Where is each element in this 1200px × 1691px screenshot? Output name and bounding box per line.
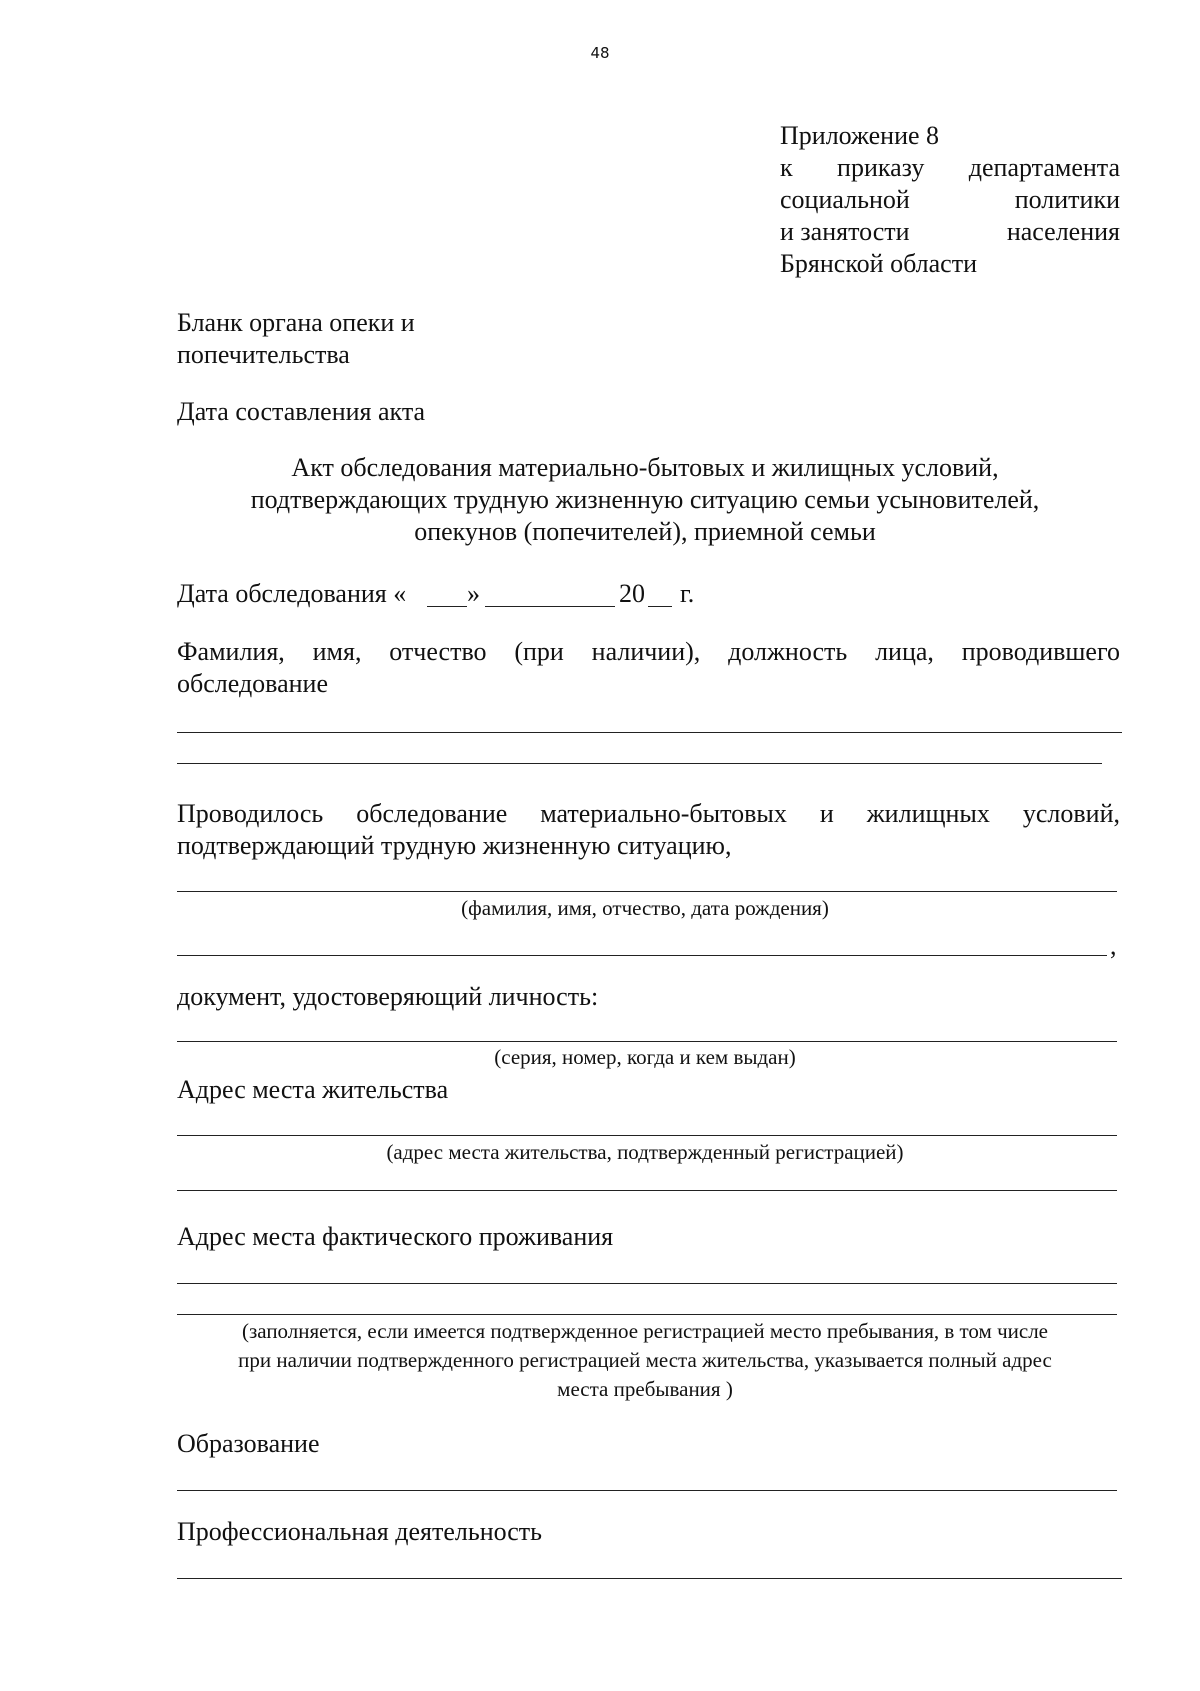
blank-label-line2: попечительства — [177, 340, 350, 369]
person-field-1[interactable] — [177, 891, 1117, 892]
education-label: Образование — [177, 1429, 320, 1458]
actual-residence-caption-line1: (заполняется, если имеется подтвержденное регистрацией место пребывания, в том числе — [241, 1319, 1048, 1343]
appendix-block — [780, 120, 1120, 280]
page-number: 48 — [590, 44, 610, 62]
identity-doc-field[interactable] — [177, 1041, 1117, 1042]
appendix-title: Приложение 8 — [780, 121, 940, 150]
conducted-line1: Проводилось обследование материально-бытовых и жилищных условий, — [177, 799, 1120, 828]
actual-residence-caption-line2: при наличии подтвержденного регистрацией места жительства, указывается полный адрес — [238, 1348, 1052, 1372]
actual-residence-field-1[interactable] — [177, 1283, 1117, 1284]
inspector-field-1[interactable] — [177, 732, 1122, 733]
blank-label-line1: Бланк органа опеки и — [177, 308, 415, 337]
person-caption: (фамилия, имя, отчество, дата рождения) — [461, 896, 829, 920]
identity-doc-caption: (серия, номер, когда и кем выдан) — [494, 1045, 796, 1069]
appendix-line-3: социальной политики — [780, 185, 1120, 214]
month-field[interactable] — [485, 606, 615, 607]
exam-date-year-suffix: г. — [680, 579, 695, 608]
education-field[interactable] — [177, 1490, 1117, 1491]
profession-label: Профессиональная деятельность — [177, 1517, 543, 1546]
actual-residence-field-2[interactable] — [177, 1314, 1117, 1315]
actual-residence-label: Адрес места фактического проживания — [177, 1222, 614, 1251]
person-field-2[interactable] — [177, 955, 1107, 956]
profession-field[interactable] — [177, 1578, 1122, 1579]
conducted-line2: подтверждающий трудную жизненную ситуацию, — [177, 831, 732, 860]
residence-caption: (адрес места жительства, подтвержденный регистрацией) — [386, 1140, 904, 1164]
day-field[interactable] — [427, 606, 467, 607]
inspector-field-2[interactable] — [177, 763, 1102, 764]
act-title-line2: подтверждающих трудную жизненную ситуацию семьи усыновителей, — [250, 485, 1040, 514]
act-title-line3: опекунов (попечителей), приемной семьи — [414, 517, 876, 546]
residence-label: Адрес места жительства — [177, 1075, 449, 1104]
exam-date-close-quote: » — [467, 579, 480, 608]
act-title-line1: Акт обследования материально-бытовых и жилищных условий, — [291, 453, 999, 482]
year-field[interactable] — [648, 606, 672, 607]
residence-field-2[interactable] — [177, 1190, 1117, 1191]
identity-doc-label: документ, удостоверяющий личность: — [177, 982, 599, 1011]
appendix-line-2: к приказу департамента — [780, 153, 1120, 182]
residence-field-1[interactable] — [177, 1135, 1117, 1136]
actual-residence-caption-line3: места пребывания ) — [557, 1377, 733, 1401]
appendix-line-5: Брянской области — [780, 249, 977, 278]
exam-date-year-prefix: 20 — [619, 579, 645, 608]
person-comma: , — [1110, 931, 1117, 960]
exam-date-label: Дата обследования « — [177, 579, 407, 608]
inspector-line2: обследование — [177, 669, 329, 698]
date-compiled-label: Дата составления акта — [177, 397, 426, 426]
appendix-line-4: и занятости населения — [780, 217, 1120, 246]
inspector-line1: Фамилия, имя, отчество (при наличии), должность лица, проводившего — [177, 637, 1120, 666]
